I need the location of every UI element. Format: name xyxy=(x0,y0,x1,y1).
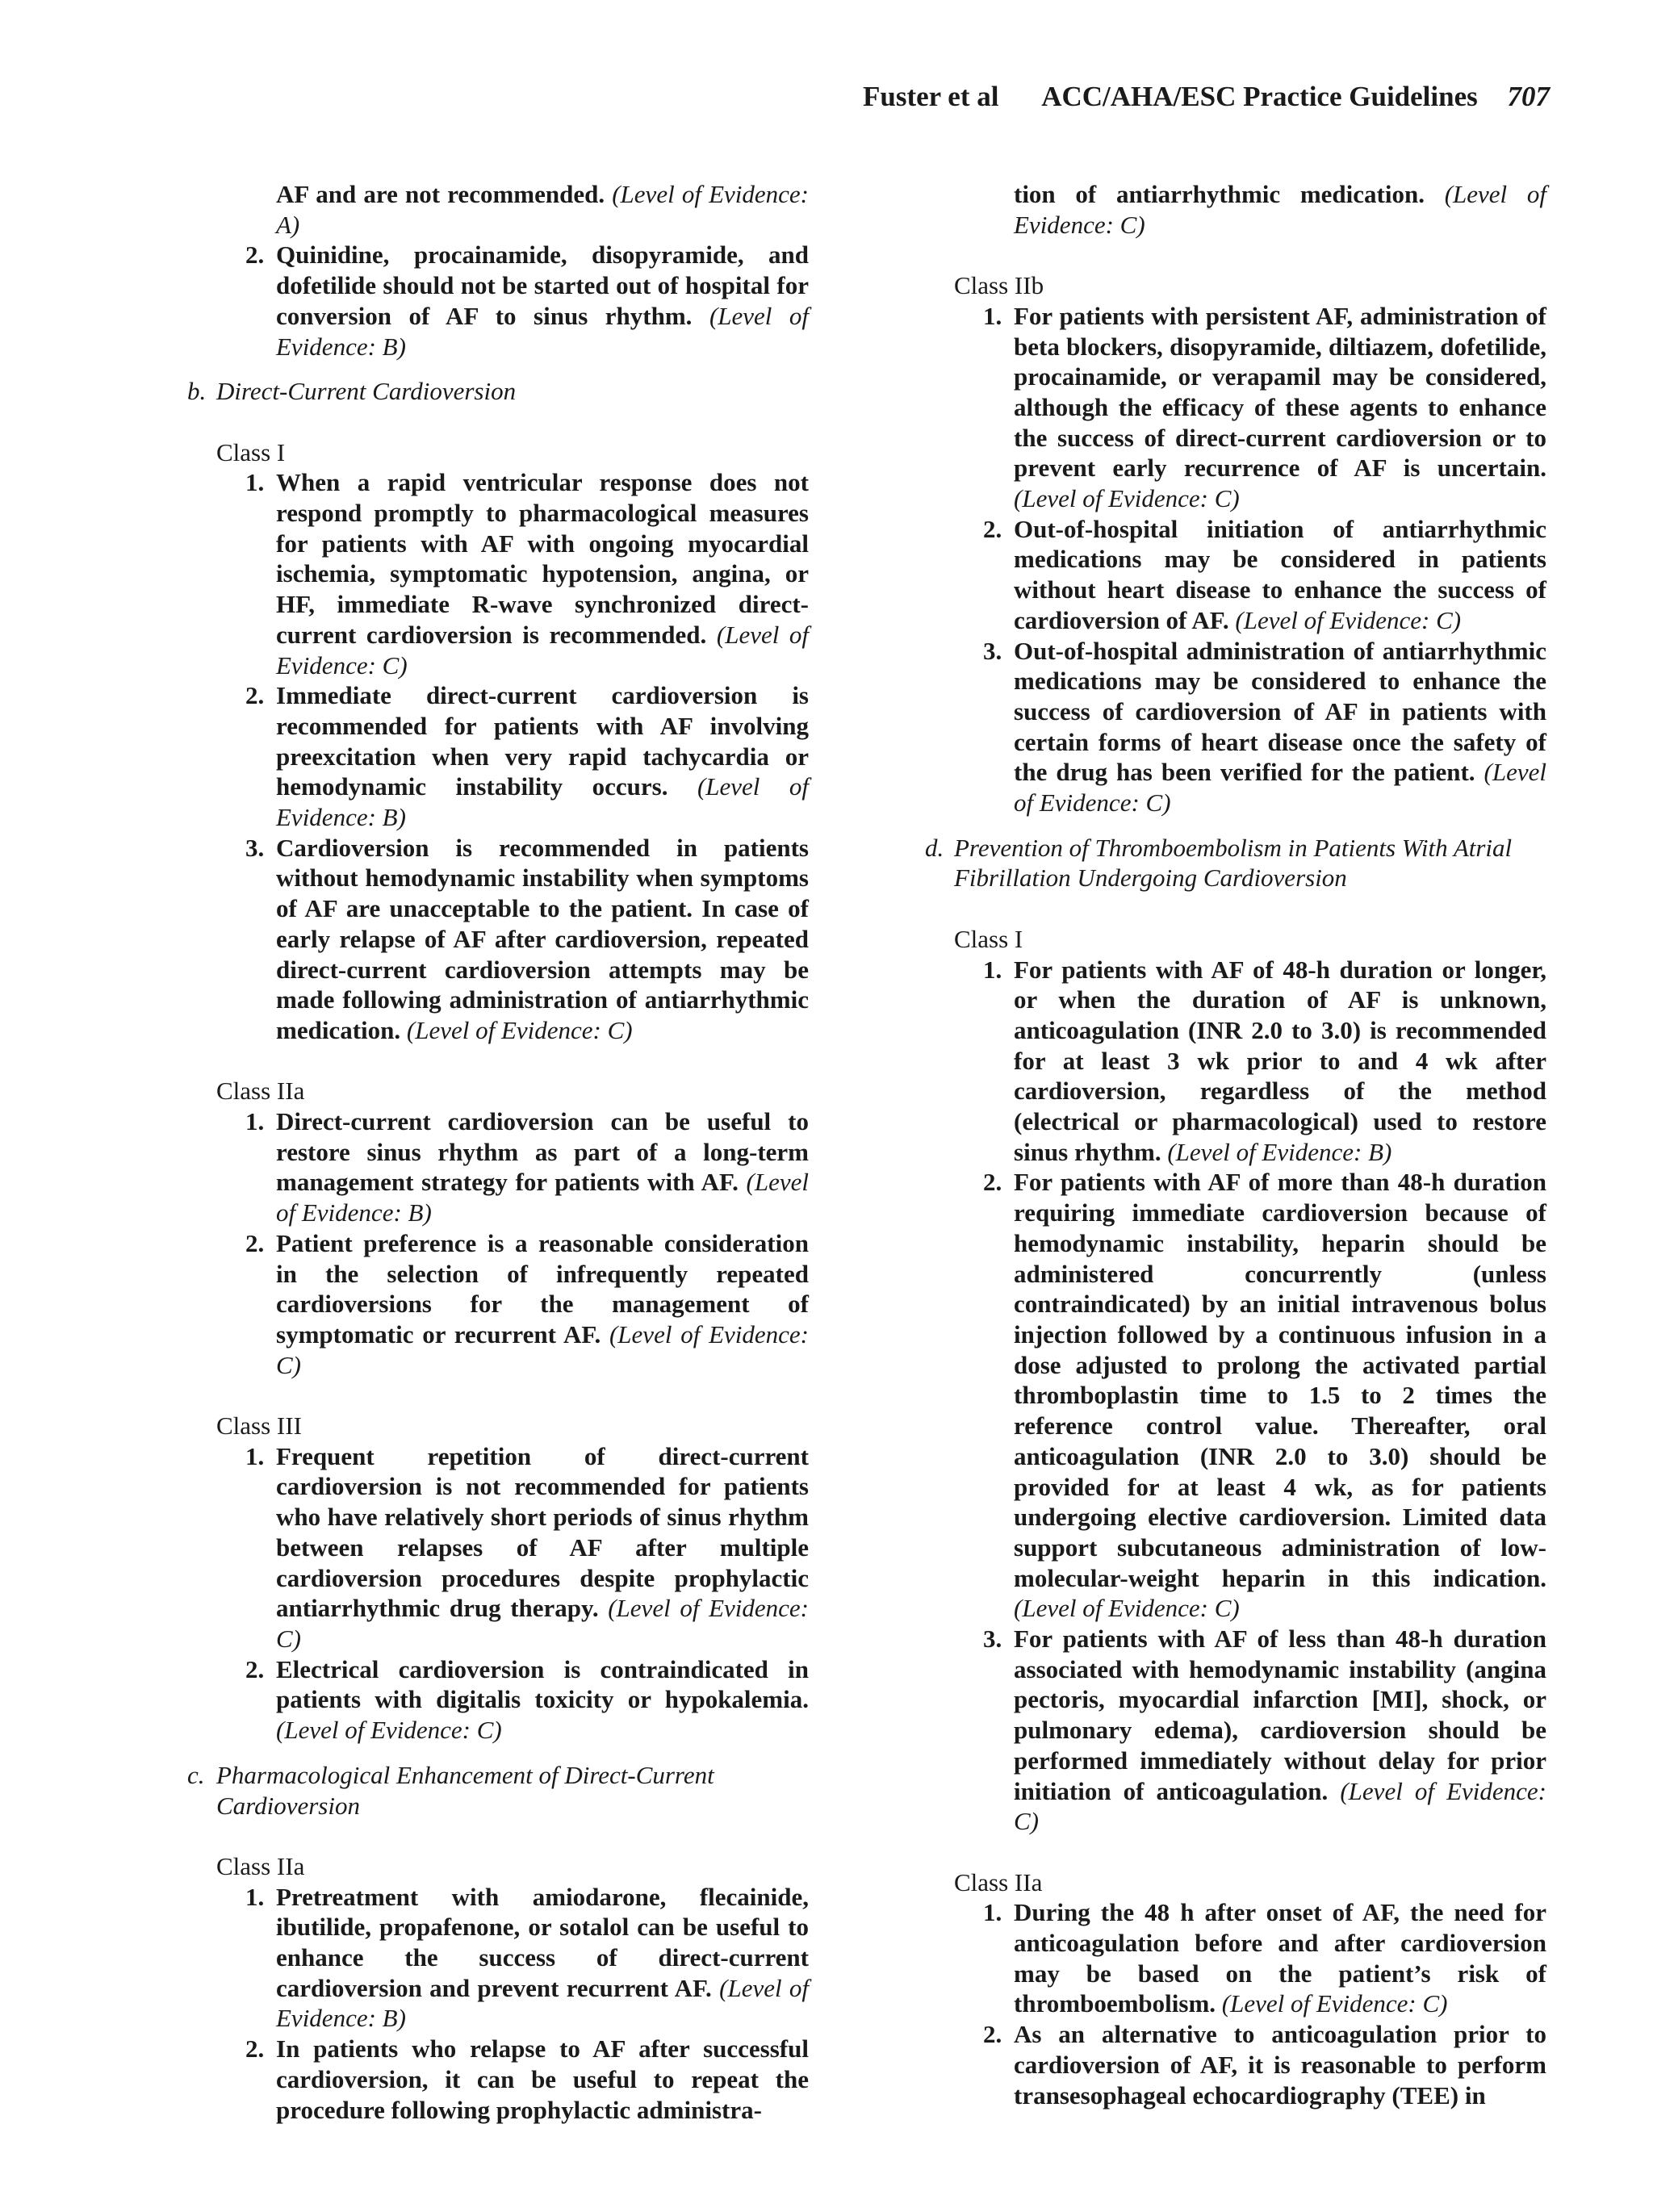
section-heading-d: d. Prevention of Thromboembolism in Patients With Atrial Fibrillation Undergoing Cardioversion xyxy=(925,833,1513,893)
level-of-evidence: (Level of Evidence: C) xyxy=(276,1716,502,1745)
level-of-evidence: (Level of Evidence: C) xyxy=(276,1319,809,1379)
recommendation-item: 3. Out-of-hospital administration of antiarrhythmic medications may be considered to enhance the success of cardioversion of AF in patients with certain forms of heart disease once the safety of the drug has been verified for the patient. (Level of Evidence: C) xyxy=(983,636,1546,817)
recommendation-item: 2. Electrical cardioversion is contraindicated in patients with digitalis toxicity or hypokalemia. (Level of Evidence: C) xyxy=(245,1654,809,1745)
level-of-evidence: (Level of Evidence: C) xyxy=(1014,1776,1546,1836)
recommendation-item: 1. During the 48 h after onset of AF, the need for anticoagulation before and after cardioversion may be based on the patient’s risk of thromboembolism. (Level of Evidence: C) xyxy=(983,1898,1546,2018)
level-of-evidence: (Level of Evidence: C) xyxy=(276,1594,809,1653)
recommendation-item: 2. Out-of-hospital initiation of antiarrhythmic medications may be considered in patients without heart disease to enhance the success of cardioversion of AF. (Level of Evidence: C) xyxy=(983,514,1546,634)
recommendation-item: 2. Patient preference is a reasonable consideration in the selection of infrequently repeated cardioversions for the management of symptomatic or recurrent AF. (Level of Evidence: C) xyxy=(245,1228,809,1379)
level-of-evidence: (Level of Evidence: B) xyxy=(276,1168,810,1227)
left-column xyxy=(187,179,809,2125)
class-label: Class IIa xyxy=(216,1851,305,1880)
level-of-evidence: (Level of Evidence: C) xyxy=(1235,605,1462,634)
recommendation-item: 2. Quinidine, procainamide, disopyramide, and dofetilide should not be started out of hospital for conversion of AF to sinus rhythm. (Level of Evidence: B) xyxy=(245,240,810,361)
level-of-evidence: (Level of Evidence: C) xyxy=(406,1015,633,1044)
recommendation-item: 2. Immediate direct-current cardioversion is recommended for patients with AF involving preexcitation when very rapid tachycardia or hemodynamic instability occurs. (Level of Evidence: B) xyxy=(245,681,809,832)
continued-recommendation: tion of antiarrhythmic medication. (Level of Evidence: C) xyxy=(1014,180,1546,239)
class-label: Class IIb xyxy=(954,271,1044,300)
right-column xyxy=(925,179,1546,2110)
recommendation-item: 2. For patients with AF of more than 48-h duration requiring immediate cardioversion because of hemodynamic instability, heparin should be administered concurrently (unless contraindicated) by an initial intravenous bolus injection followed by a continuous infusion in a dose adjusted to prolong the activated partial thromboplastin time to 1.5 to 2 times the reference control value. Thereafter, oral anticoagulation (INR 2.0 to 3.0) should be provided for at least 4 wk, as for patients undergoing elective cardioversion. Limited data support subcutaneous administration of low-molecular-weight heparin in this indication. (Level of Evidence: C) xyxy=(983,1168,1546,1623)
level-of-evidence: (Level of Evidence: B) xyxy=(276,1973,809,2033)
level-of-evidence: (Level of Evidence: C) xyxy=(1014,758,1546,817)
header-authors: Fuster et al xyxy=(862,81,999,112)
level-of-evidence: (Level of Evidence: C) xyxy=(1221,1989,1448,2018)
section-heading-c: c. Pharmacological Enhancement of Direct-Current Cardioversion xyxy=(187,1760,714,1820)
level-of-evidence: (Level of Evidence: C) xyxy=(276,620,810,679)
level-of-evidence: (Level of Evidence: B) xyxy=(1167,1137,1392,1166)
recommendation-item: 1. Direct-current cardioversion can be useful to restore sinus rhythm as part of a long-term management strategy for patients with AF. (Level of Evidence: B) xyxy=(245,1107,810,1227)
recommendation-item: 1. Frequent repetition of direct-current cardioversion is not recommended for patients who have relatively short periods of sinus rhythm between relapses of AF after multiple cardioversion procedures despite prophylactic antiarrhythmic drug therapy. (Level of Evidence: C) xyxy=(245,1441,809,1653)
recommendation-item: 1. Pretreatment with amiodarone, flecainide, ibutilide, propafenone, or sotalol can be useful to enhance the success of direct-current cardioversion and prevent recurrent AF. (Level of Evidence: B) xyxy=(245,1882,809,2033)
recommendation-item: 3. For patients with AF of less than 48-h duration associated with hemodynamic instability (angina pectoris, myocardial infarction [MI], shock, or pulmonary edema), cardioversion should be performed immediately without delay for prior initiation of anticoagulation. (Level of Evidence: C) xyxy=(983,1625,1546,1836)
class-label: Class I xyxy=(216,437,286,466)
level-of-evidence: (Level of Evidence: C) xyxy=(1014,180,1546,239)
recommendation-item: 2. In patients who relapse to AF after successful cardioversion, it can be useful to repeat the procedure following prophylactic administra- xyxy=(245,2034,809,2124)
recommendation-item: 1. When a rapid ventricular response does not respond promptly to pharmacological measures for patients with AF with ongoing myocardial ischemia, symptomatic hypotension, angina, or HF, immediate R-wave synchronized direct-current cardioversion is recommended. (Level of Evidence: C) xyxy=(245,468,810,679)
class-label: Class III xyxy=(216,1411,302,1441)
level-of-evidence: (Level of Evidence: A) xyxy=(276,180,809,239)
header-guideline-title: ACC/AHA/ESC Practice Guidelines xyxy=(1041,81,1478,112)
class-label: Class IIa xyxy=(216,1077,305,1106)
class-label: Class IIa xyxy=(954,1867,1043,1896)
recommendation-item: 2. As an alternative to anticoagulation prior to cardioversion of AF, it is reasonable to perform transesophageal echocardiography (TEE) in xyxy=(983,2020,1546,2110)
running-header xyxy=(863,81,1550,113)
page-number: 707 xyxy=(1507,81,1550,112)
level-of-evidence: (Level of Evidence: B) xyxy=(276,772,809,832)
recommendation-item: 1. For patients with AF of 48-h duration or longer, or when the duration of AF is unknown, anticoagulation (INR 2.0 to 3.0) is recommended for at least 3 wk prior to and 4 wk after cardioversion, regardless of the method (electrical or pharmacological) used to restore sinus rhythm. (Level of Evidence: B) xyxy=(983,955,1546,1166)
level-of-evidence: (Level of Evidence: C) xyxy=(1014,1594,1240,1623)
level-of-evidence: (Level of Evidence: C) xyxy=(1014,484,1240,513)
recommendation-item: 1. For patients with persistent AF, administration of beta blockers, disopyramide, diltiazem, dofetilide, procainamide, or verapamil may be considered, although the efficacy of these agents to enhance the success of direct-current cardioversion or to prevent early recurrence of AF is uncertain. (Level of Evidence: C) xyxy=(983,301,1546,513)
level-of-evidence: (Level of Evidence: B) xyxy=(276,301,810,361)
continued-recommendation: AF and are not recommended. (Level of Evidence: A) xyxy=(276,180,809,239)
class-label: Class I xyxy=(954,924,1023,953)
recommendation-item: 3. Cardioversion is recommended in patients without hemodynamic instability when symptoms of AF are unacceptable to the patient. In case of early relapse of AF after cardioversion, repeated direct-current cardioversion attempts may be made following administration of antiarrhythmic medication. (Level of Evidence: C) xyxy=(245,833,809,1044)
section-heading-b: b. Direct-Current Cardioversion xyxy=(187,377,517,406)
